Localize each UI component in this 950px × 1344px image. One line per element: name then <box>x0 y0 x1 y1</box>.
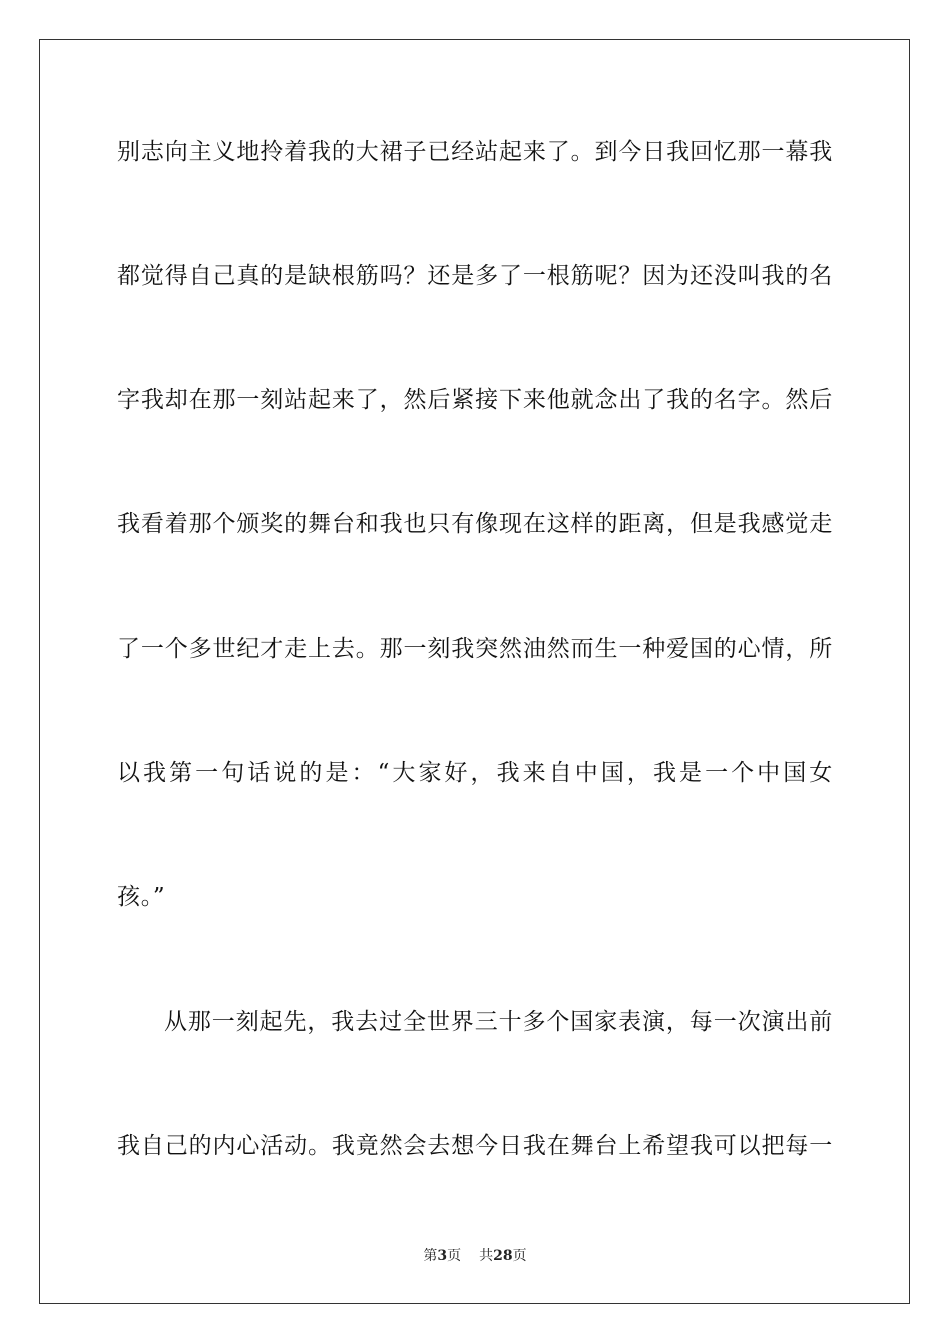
footer-page-prefix: 第 <box>423 1248 438 1264</box>
text-line-2: 都觉得自己真的是缺根筋吗？还是多了一根筋呢？因为还没叫我的名 <box>117 263 833 289</box>
footer-page-total: 28 <box>493 1248 513 1264</box>
text-line-3: 字我却在那一刻站起来了，然后紧接下来他就念出了我的名字。然后 <box>117 387 833 413</box>
text-line-5: 了一个多世纪才走上去。那一刻我突然油然而生一种爱国的心情，所 <box>117 636 833 662</box>
text-line-1: 别志向主义地拎着我的大裙子已经站起来了。到今日我回忆那一幕我 <box>117 139 833 165</box>
footer-total-prefix: 共 <box>479 1248 494 1264</box>
text-line-6: 以我第一句话说的是：“大家好，我来自中国，我是一个中国女 <box>117 760 833 786</box>
footer-page-suffix: 页 <box>447 1248 462 1264</box>
footer-total-suffix: 页 <box>512 1248 527 1264</box>
text-line-8-paragraph-start: 从那一刻起先，我去过全世界三十多个国家表演，每一次演出前 <box>164 1009 833 1035</box>
footer-page-current: 3 <box>437 1248 448 1264</box>
page-footer <box>0 1247 950 1265</box>
text-line-9: 我自己的内心活动。我竟然会去想今日我在舞台上希望我可以把每一 <box>117 1133 833 1159</box>
text-line-7: 孩。” <box>117 884 166 910</box>
text-line-4: 我看着那个颁奖的舞台和我也只有像现在这样的距离，但是我感觉走 <box>117 511 833 537</box>
page-border <box>39 39 910 1304</box>
